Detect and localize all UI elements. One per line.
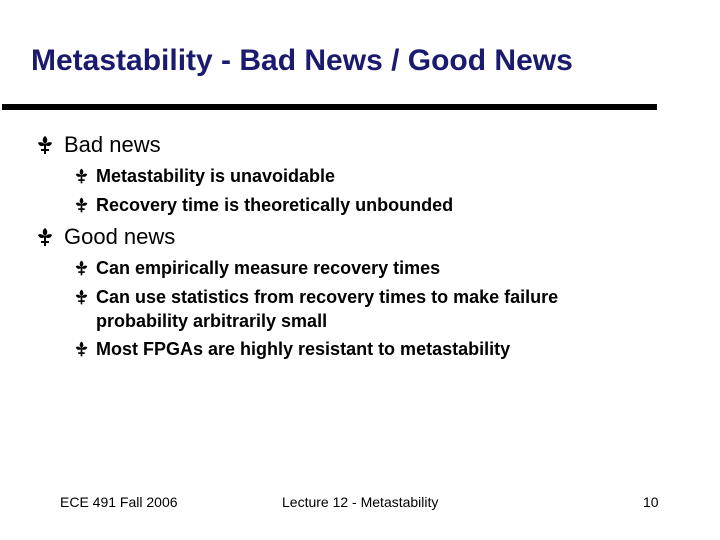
bullet-text: Recovery time is theoretically unbounded — [96, 195, 454, 215]
bullet-text: Can empirically measure recovery times — [96, 258, 441, 278]
bullet-text: Metastability is unavoidable — [96, 166, 336, 186]
fleur-bullet-icon — [74, 196, 89, 214]
fleur-bullet-icon — [74, 259, 89, 277]
bullet-text: Can use statistics from recovery times to make failure probability arbitrarily small — [96, 287, 559, 331]
title-divider — [2, 104, 657, 110]
fleur-bullet-icon — [36, 134, 54, 156]
fleur-bullet-icon — [74, 167, 89, 185]
page-number: 10 — [643, 494, 659, 510]
footer-course: ECE 491 Fall 2006 — [60, 494, 178, 510]
bullet-text: Most FPGAs are highly resistant to metastability — [96, 339, 511, 359]
fleur-bullet-icon — [74, 288, 89, 306]
fleur-bullet-icon — [74, 340, 89, 358]
fleur-bullet-icon — [36, 226, 54, 248]
footer-lecture: Lecture 12 - Metastability — [282, 494, 439, 510]
slide-title: Metastability - Bad News / Good News — [31, 44, 573, 77]
section-heading: Bad news — [64, 132, 161, 157]
section-heading: Good news — [64, 224, 176, 249]
